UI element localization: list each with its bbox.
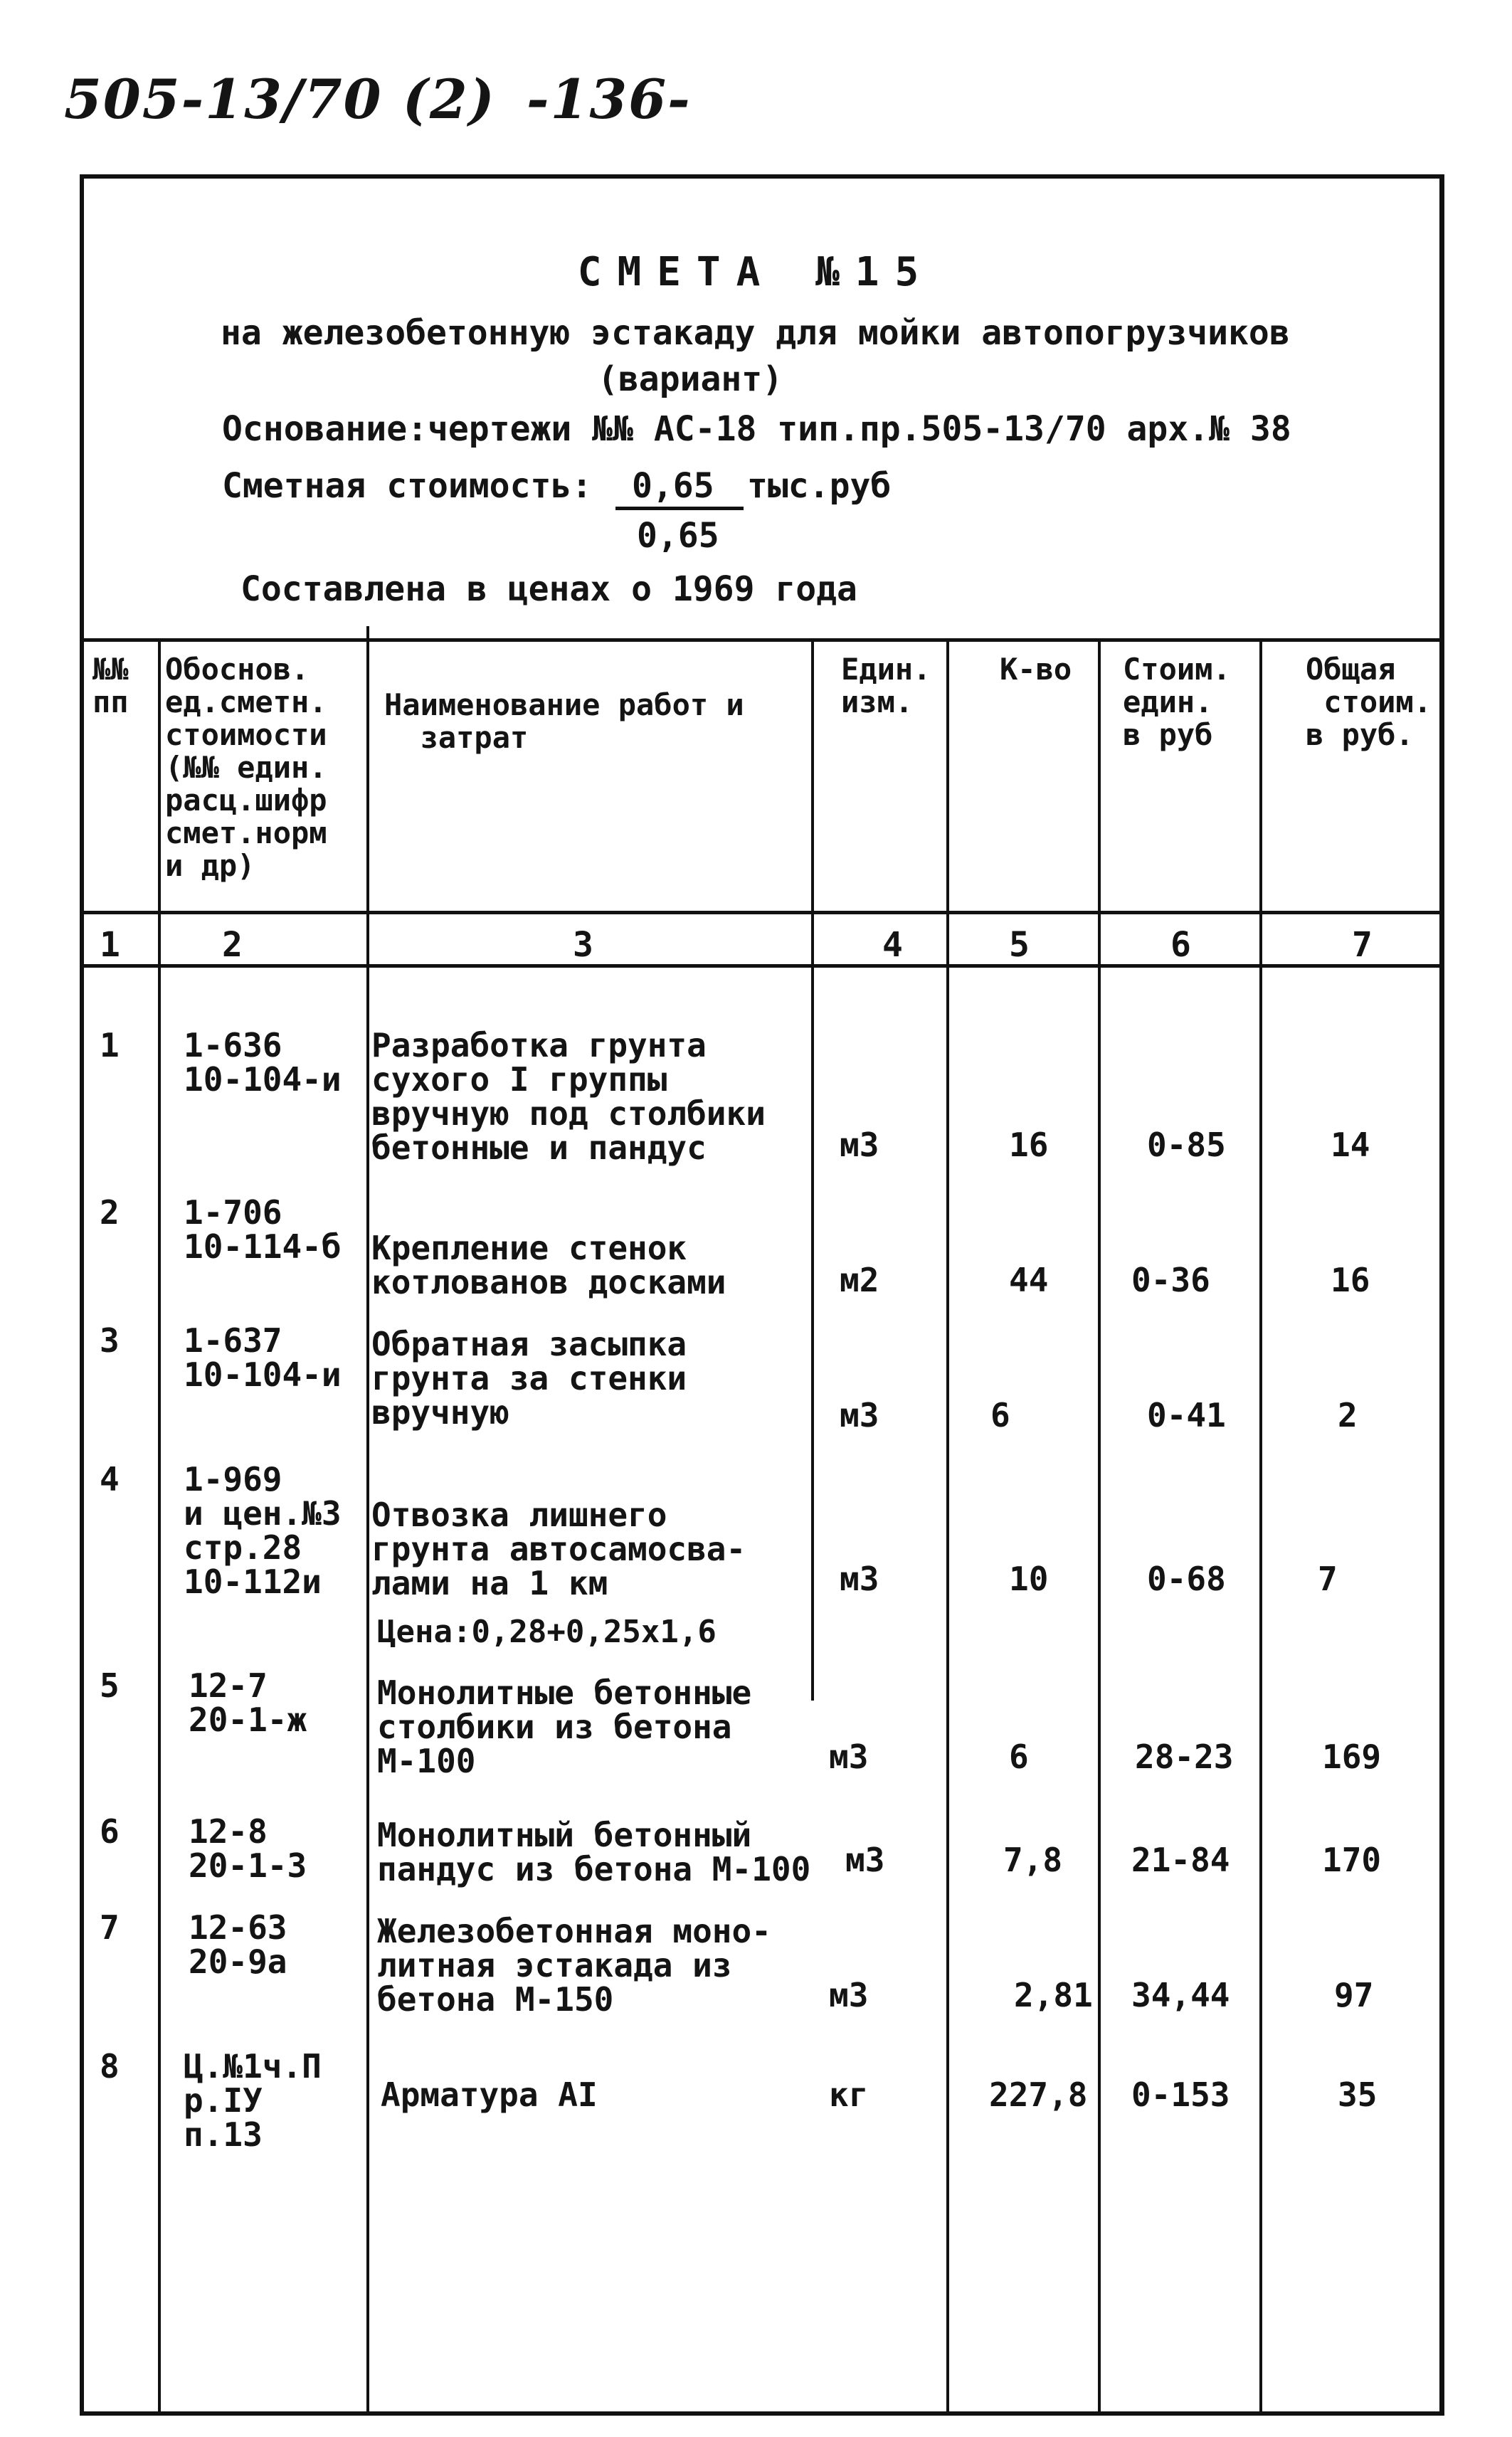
row-unit-price: 0-36 (1131, 1261, 1210, 1299)
cost-fraction-line (615, 507, 744, 510)
estimated-cost-denominator: 0,65 (637, 516, 719, 556)
row-work-name: Монолитный бетонный пандус из бетона М-100 (377, 1816, 811, 1888)
row-work-name: Монолитные бетонные столбики из бетона М-100 (377, 1674, 752, 1780)
column-header: К-во (1000, 652, 1072, 687)
row-unit-price: 34,44 (1131, 1976, 1230, 2014)
row-number: 1 (100, 1026, 120, 1064)
column-header: Един. изм. (841, 652, 931, 719)
row-number: 4 (100, 1460, 120, 1498)
row-unit-price: 0-85 (1147, 1126, 1226, 1164)
row-number: 3 (100, 1321, 120, 1360)
row-quantity: 44 (1009, 1261, 1049, 1299)
column-header: Стоим. един. в руб (1123, 652, 1231, 752)
row-total: 97 (1334, 1976, 1374, 2014)
handwritten-page-number: -136- (527, 68, 692, 131)
row-total: 7 (1318, 1560, 1338, 1598)
row-unit: м3 (829, 1976, 869, 2014)
row-unit: м3 (840, 1396, 879, 1434)
column-divider (1098, 640, 1101, 2416)
row-basis: 12-63 20-9а (189, 1908, 287, 1981)
column-divider (158, 640, 161, 2416)
row-quantity: 7,8 (1003, 1841, 1063, 1879)
row-unit: кг (829, 2076, 869, 2114)
row-basis: 12-7 20-1-ж (189, 1666, 307, 1739)
row-work-name: Обратная засыпка грунта за стенки вручную (371, 1325, 687, 1432)
column-number: 6 (1170, 925, 1191, 965)
row-work-name: Крепление стенок котлованов досками (371, 1229, 726, 1301)
row-unit: м3 (840, 1560, 879, 1598)
column-divider (811, 640, 814, 1701)
column-header: Наименование работ и затрат (384, 687, 744, 755)
row-unit: м3 (829, 1738, 869, 1776)
row-total: 16 (1331, 1261, 1370, 1299)
row-unit-price: 28-23 (1135, 1738, 1234, 1776)
column-header: №№ пп (92, 652, 129, 719)
estimate-subtitle: на железобетонную эстакаду для мойки автопогрузчиков (221, 313, 1290, 353)
row-basis: 1-637 10-104-и (184, 1321, 342, 1394)
row-basis: Ц.№1ч.П р.IУ п.13 (184, 2047, 322, 2154)
row-total: 170 (1322, 1841, 1382, 1879)
column-number: 5 (1009, 925, 1030, 965)
column-number: 1 (100, 925, 120, 965)
table-top-rule (80, 638, 1444, 642)
row-quantity: 2,81 (1014, 1976, 1093, 2014)
column-header: Обоснов. ед.сметн. стоимости (№№ един. расц.шифр смет.норм и др) (165, 652, 327, 883)
row-quantity: 6 (1009, 1738, 1029, 1776)
estimated-cost-unit: тыс.руб (747, 466, 892, 506)
row-unit-price: 0-153 (1131, 2076, 1230, 2114)
row-quantity: 10 (1009, 1560, 1049, 1598)
column-divider (366, 626, 369, 2416)
column-numbers-rule (80, 964, 1444, 968)
row-total: 14 (1331, 1126, 1370, 1164)
row-number: 2 (100, 1193, 120, 1232)
row-number: 8 (100, 2047, 120, 2086)
column-divider (946, 640, 949, 2416)
row-number: 6 (100, 1812, 120, 1851)
row-price-note: Цена:0,28+0,25х1,6 (377, 1614, 717, 1650)
column-number: 7 (1352, 925, 1373, 965)
row-basis: 1-969 и цен.№3 стр.28 10-112и (184, 1460, 342, 1601)
row-basis: 1-706 10-114-б (184, 1193, 342, 1266)
estimate-basis: Основание:чертежи №№ АС-18 тип.пр.505-13/70 арх.№ 38 (222, 409, 1291, 449)
row-total: 35 (1338, 2076, 1378, 2114)
header-bottom-rule (80, 911, 1444, 914)
row-work-name: Отвозка лишнего грунта автосамосва- лами на 1 км (371, 1496, 746, 1602)
row-total: 169 (1322, 1738, 1382, 1776)
row-unit-price: 21-84 (1131, 1841, 1230, 1879)
row-unit: м3 (845, 1841, 885, 1879)
row-number: 5 (100, 1666, 120, 1705)
row-quantity: 227,8 (989, 2076, 1088, 2114)
estimated-cost-numerator: 0,65 (632, 466, 714, 506)
column-number: 4 (882, 925, 903, 965)
handwritten-document-code: 505-13/70 (2) (64, 68, 496, 131)
row-work-name: Железобетонная моно- литная эстакада из бетона М-150 (377, 1912, 771, 2019)
row-basis: 1-636 10-104-и (184, 1026, 342, 1099)
row-unit: м3 (840, 1126, 879, 1164)
row-work-name: Разработка грунта сухого I группы вручную под столбики бетонные и пандус (371, 1026, 766, 1167)
row-number: 7 (100, 1908, 120, 1947)
estimate-variant: (вариант) (598, 359, 783, 399)
estimate-title: СМЕТА №15 (577, 249, 935, 295)
row-work-name: Арматура АI (381, 2076, 598, 2114)
column-divider (1259, 640, 1262, 2416)
estimated-cost-label: Сметная стоимость: (222, 466, 593, 506)
row-unit-price: 0-68 (1147, 1560, 1226, 1598)
column-number: 3 (573, 925, 593, 965)
row-unit: м2 (840, 1261, 879, 1299)
column-number: 2 (222, 925, 243, 965)
row-quantity: 16 (1009, 1126, 1049, 1164)
price-year-note: Составлена в ценах о 1969 года (240, 569, 857, 609)
column-header: Общая стоим. в руб. (1306, 652, 1432, 752)
row-total: 2 (1338, 1396, 1358, 1434)
row-unit-price: 0-41 (1147, 1396, 1226, 1434)
row-basis: 12-8 20-1-3 (189, 1812, 307, 1885)
row-quantity: 6 (990, 1396, 1010, 1434)
